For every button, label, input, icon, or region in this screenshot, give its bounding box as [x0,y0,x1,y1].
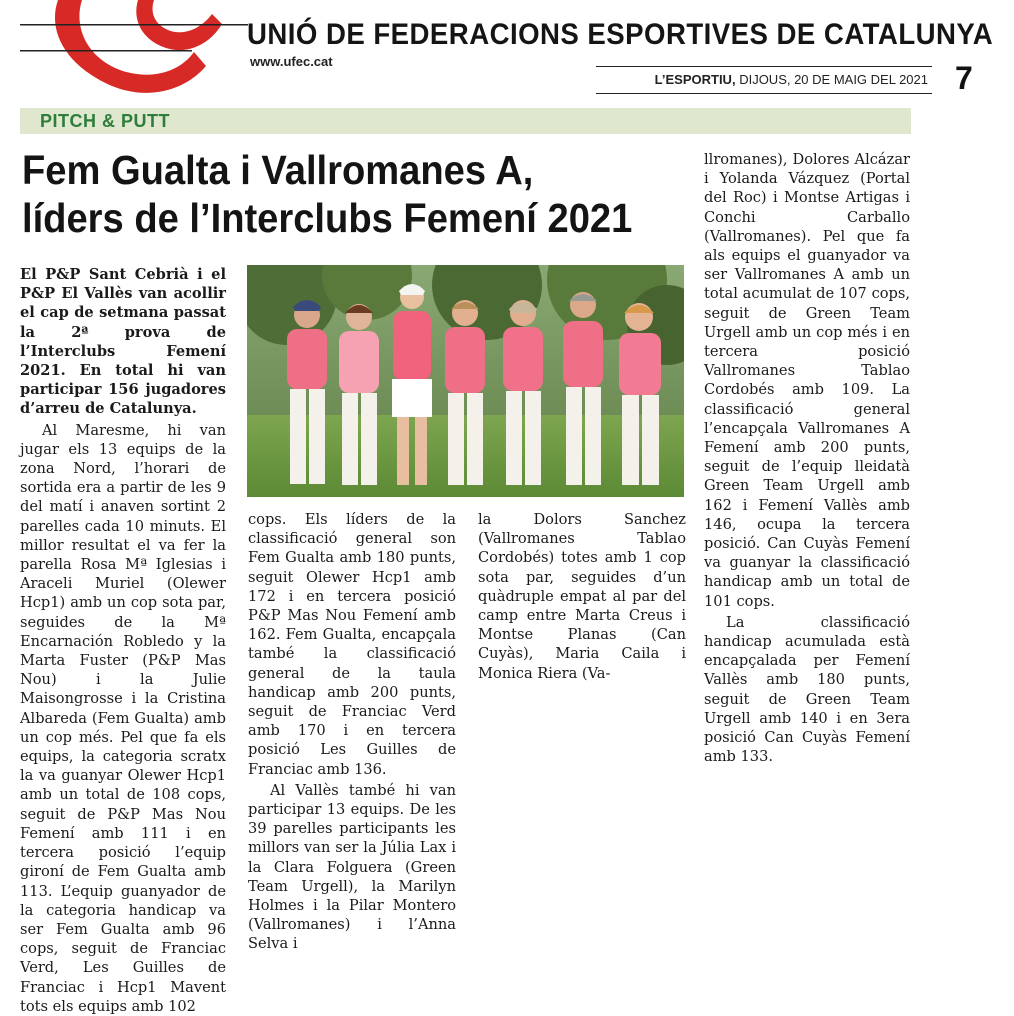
team-photo [247,265,684,497]
headline-line-2: líders de l’Interclubs Femení 2021 [22,195,633,241]
body-paragraph: llromanes), Dolores Alcázar i Yolanda Vázquez (Portal del Roc) i Montse Artigas i Conchi Carballo (Vallromanes). Pel que fa als equips el guanyador va ser Vallromanes A amb un total acumulat de 107 cops, seguit de Green Team Urgell amb un cop més i en tercera posició Vallromanes Tablao Cordobés amb 109. La classificació general l’encapçala Vallromanes A Femení amb 200 punts, seguit de l’equip lleidatà Green Team Urgell amb 162 i Femení Vallès amb 146, ocupa la tercera posició. Can Cuyàs Femení va guanyar la classificació handicap amb un total de 101 cops. [704,151,910,610]
newspaper-name: L’ESPORTIU, [654,72,736,87]
issue-line [596,72,928,87]
article-column-1 [20,265,226,1016]
body-paragraph: cops. Els líders de la classificació general son Fem Gualta amb 180 punts, seguit Olewer Hcp1 amb 172 i en tercera posició P&P Mas Nou Femení amb 162. Fem Gualta, encapçala també la classificació general de la taula handicap amb 200 punts, seguit de Franciac Verd amb 170 i en tercera posició Les Guilles de Franciac amb 136. [248,511,456,778]
issue-date: DIJOUS, 20 DE MAIG DEL 2021 [739,72,928,87]
website-link[interactable]: www.ufec.cat [250,54,333,69]
header-rule [596,66,932,67]
ufec-logo [20,0,250,96]
body-paragraph: La classificació handicap acumulada està encapçalada per Femení Vallès amb 180 punts, seguit de Green Team Urgell amb 140 i en 3era posició Can Cuyàs Femení amb 133. [704,613,910,766]
article-column-2 [248,510,456,954]
section-label: PITCH & PUTT [40,111,170,131]
headline [22,146,645,242]
organization-title: UNIÓ DE FEDERACIONS ESPORTIVES DE CATALUNYA [247,18,994,51]
article-column-4 [704,150,910,767]
page-number: 7 [955,60,973,96]
body-paragraph: la Dolors Sanchez (Vallromanes Tablao Cordobés) totes amb 1 cop sota par, seguides d’un quàdruple empat al par del camp entre Marta Creus i Montse Planas (Can Cuyàs), Maria Caila i Monica Riera (Va- [478,511,686,682]
body-paragraph: Al Vallès també hi van participar 13 equips. De les 39 parelles participants les millors van ser la Júlia Lax i la Clara Folguera (Green Team Urgell), la Marilyn Holmes i la Pilar Montero (Vallromanes) i l’Anna Selva i [248,781,456,953]
article-column-3 [478,510,686,683]
issue-rule [596,93,932,94]
lead-paragraph: El P&P Sant Cebrià i el P&P El Vallès van acollir el cap de setmana passat la 2ª prova de l’Interclubs Femení 2021. En total hi van participar 156 jugadores d’arreu de Catalunya. [20,266,226,418]
body-paragraph: Al Maresme, hi van jugar els 13 equips de la zona Nord, l’horari de sortida era a partir de les 9 del matí i anaven sortint 2 parelles cada 10 minuts. El millor resultat el va fer la parella Rosa Mª Iglesias i Araceli Muriel (Olewer Hcp1) amb un cop sota par, seguides de la Mª Encarnación Robledo y la Marta Fuster (P&P Mas Nou) i la Julie Maisongrosse i la Cristina Albareda (Fem Gualta) amb un cop més. Pel que fa els equips, la categoria scratx la va guanyar Olewer Hcp1 amb un total de 108 cops, seguit de P&P Mas Nou Femení amb 111 i en tercera posició l’equip gironí de Fem Gualta amb 113. L’equip guanyador de la categoria handicap va ser Fem Gualta amb 96 cops, seguit de Franciac Verd, Les Guilles de Franciac i Hcp1 Mavent tots els equips amb 102 [20,421,226,1015]
headline-line-1: Fem Gualta i Vallromanes A, [22,147,534,193]
